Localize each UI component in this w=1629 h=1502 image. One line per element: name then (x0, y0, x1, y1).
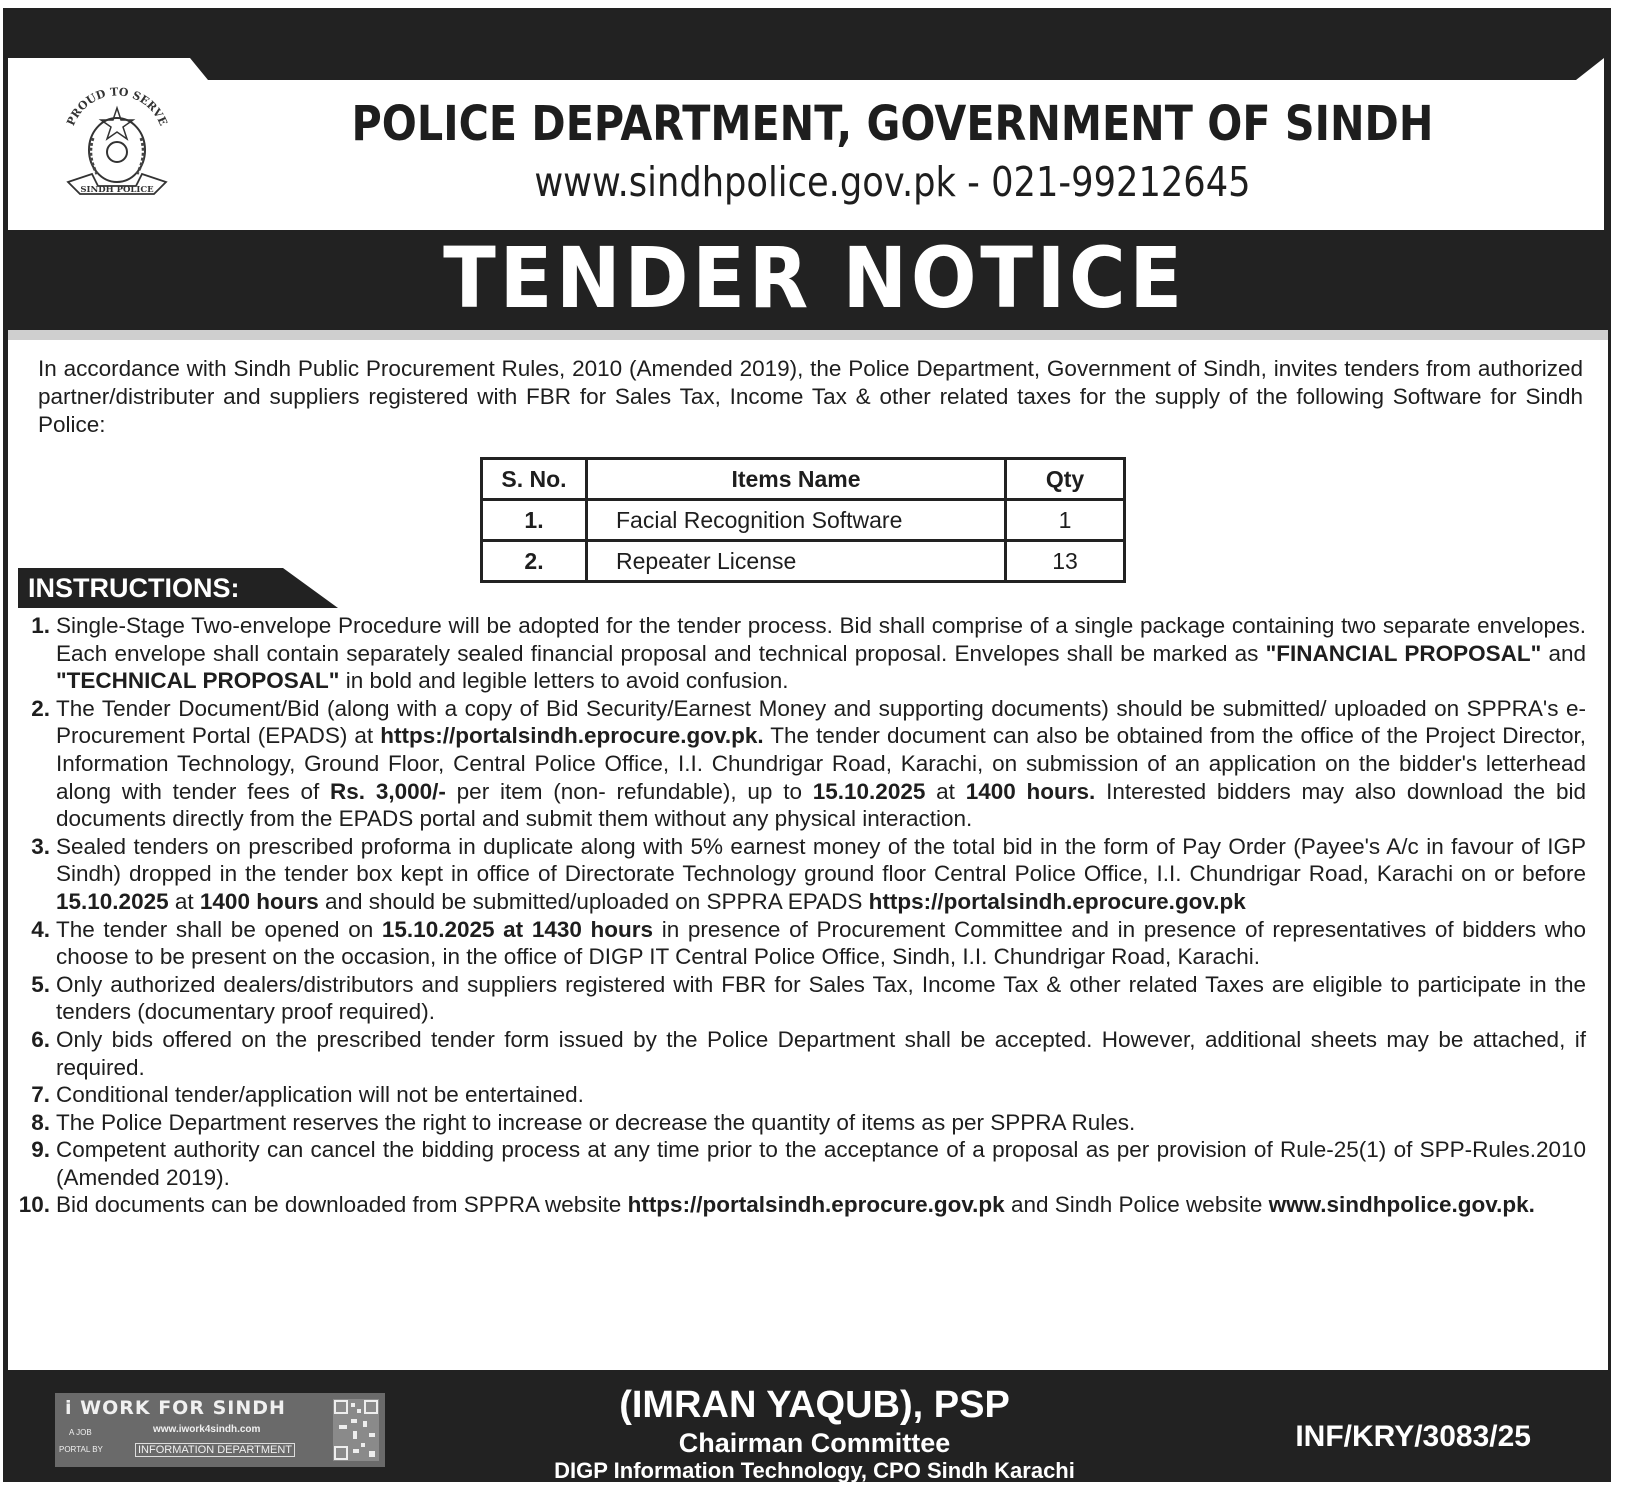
instruction-emphasis: 15.10.2025 (812, 778, 926, 804)
instruction-emphasis: Rs. 3,000/- (330, 778, 446, 804)
instruction-item (14, 1081, 1586, 1109)
instruction-text: The tender document can also be obtained from the office of the Project Director, Information Technology, Ground Floor, Central Police Office, I.I. Chundrigar Road, Karachi, on submission of an application on the bidder's letterhead along with tender fees of (56, 723, 1586, 804)
instruction-text: The tender shall be opened on (56, 916, 382, 942)
instruction-item (14, 612, 1586, 695)
signatory-office: DIGP Information Technology, CPO Sindh Karachi (554, 1458, 1075, 1482)
instruction-number: 7. (31, 1082, 50, 1108)
cell-qty: 13 (1006, 541, 1125, 582)
cell-item-name: Repeater License (587, 541, 1006, 582)
instruction-number: 4. (31, 916, 50, 942)
instruction-number: 1. (31, 613, 50, 638)
instruction-emphasis: "TECHNICAL PROPOSAL" (56, 668, 340, 694)
instruction-number: 6. (31, 1026, 50, 1052)
items-table (480, 457, 1126, 583)
instruction-emphasis: 15.10.2025 (56, 888, 169, 914)
cell-sno: 2. (482, 541, 587, 582)
table-row (482, 541, 1125, 582)
column-header-sno: S. No. (482, 459, 587, 500)
instruction-item (14, 916, 1586, 971)
cell-qty: 1 (1006, 500, 1125, 541)
instruction-text: Bid documents can be downloaded from SPPRA website (56, 1192, 628, 1218)
column-header-qty: Qty (1006, 459, 1125, 500)
table-header-row (482, 459, 1125, 500)
divider-strip (8, 330, 1608, 340)
instruction-emphasis: 1400 hours. (965, 778, 1096, 804)
instruction-text: Competent authority can cancel the bidding process at any time prior to the acceptance of a proposal as per provision of Rule-25(1) of SPP-Rules.2010 (Amended 2019). (56, 1137, 1586, 1190)
organization-name: POLICE DEPARTMENT, GOVERNMENT OF SINDH (351, 96, 1434, 152)
instruction-text: Single-Stage Two-envelope Procedure will be adopted for the tender process. Bid shall comprise of a single package containing two separate envelopes. Each envelope shall contain separately sealed financial proposal and technical proposal. Envelopes shall be marked as (56, 613, 1586, 666)
reference-number: INF/KRY/3083/25 (1295, 1420, 1531, 1453)
logo-sub1: A JOB (69, 1428, 92, 1437)
page-title: TENDER NOTICE (443, 229, 1186, 327)
cell-sno: 1. (482, 500, 587, 541)
instructions-list (14, 612, 1586, 1219)
column-header-items-name: Items Name (587, 459, 1006, 500)
cell-item-name: Facial Recognition Software (587, 500, 1006, 541)
instruction-text: in bold and legible letters to avoid confusion. (339, 668, 789, 694)
instruction-text: in presence of Procurement Committee and in presence of representatives of bidders who choose to be present on the occasion, in the office of DIGP IT Central Police Office, Sindh, I.I. Chundrigar Road, Karachi. (56, 916, 1586, 970)
instruction-emphasis: https://portalsindh.eprocure.gov.pk (868, 888, 1246, 914)
instruction-text: Interested bidders may also download the bid documents directly from the EPADS portal and submit them without any physical interaction. (56, 778, 1586, 832)
instruction-text: and (1541, 640, 1587, 666)
instruction-emphasis: 1400 hours (199, 888, 319, 914)
instruction-number: 2. (31, 695, 50, 721)
instruction-number: 10. (18, 1192, 50, 1218)
instruction-item (14, 1136, 1586, 1191)
instruction-number: 8. (31, 1109, 50, 1135)
logo-sub2: PORTAL BY (59, 1445, 103, 1454)
intro-paragraph: In accordance with Sindh Public Procurement Rules, 2010 (Amended 2019), the Police Department, Government of Sindh, invites tenders from authorized partner/distributer and suppliers registered with FBR for Sales Tax, Income Tax & other related taxes for the supply of the following Software for Sindh Police: (38, 356, 1583, 437)
organization-contact: www.sindhpolice.gov.pk - 021-99212645 (534, 158, 1251, 206)
instruction-text: The Police Department reserves the right to increase or decrease the quantity of items as per SPPRA Rules. (56, 1109, 1136, 1135)
instruction-emphasis: https://portalsindh.eprocure.gov.pk. (380, 723, 764, 749)
seal-name: SINDH POLICE (80, 185, 154, 195)
instruction-number: 5. (31, 971, 50, 997)
instruction-item (14, 1109, 1586, 1137)
instruction-text: at (168, 888, 200, 914)
logo-title: i WORK FOR SINDH (65, 1397, 286, 1419)
logo-url: www.iwork4sindh.com (153, 1424, 261, 1435)
signatory-name: (IMRAN YAQUB), PSP (619, 1384, 1010, 1426)
instruction-emphasis: "FINANCIAL PROPOSAL" (1265, 640, 1542, 666)
signatory-role: Chairman Committee (678, 1428, 951, 1458)
instruction-text: Sealed tenders on prescribed proforma in duplicate along with 5% earnest money of the total bid in the form of Pay Order (Payee's A/c in favour of IGP Sindh) dropped in the tender box kept in office of Directorate Technology ground floor Central Police Office, I.I. Chundrigar Road, Karachi on or before (56, 833, 1586, 887)
instruction-text: Only authorized dealers/distributors and suppliers registered with FBR for Sales Tax, Income Tax & other related Taxes are eligible to participate in the tenders (documentary proof required). (56, 971, 1586, 1025)
instruction-item (14, 1026, 1586, 1081)
instruction-number: 9. (31, 1137, 50, 1163)
instruction-emphasis: 15.10.2025 at 1430 hours (381, 916, 654, 942)
instruction-text: and should be submitted/uploaded on SPPRA EPADS (318, 888, 869, 914)
instruction-text: at (925, 778, 966, 804)
instruction-number: 3. (31, 833, 50, 859)
instruction-text: and Sindh Police website (1004, 1192, 1269, 1218)
seal-motto: PROUD TO SERVE (64, 85, 170, 128)
instruction-text: Conditional tender/application will not be entertained. (56, 1082, 584, 1108)
instruction-text: The Tender Document/Bid (along with a copy of Bid Security/Earnest Money and supporting documents) should be submitted/ uploaded on SPPRA's e-Procurement Portal (EPADS) at (56, 695, 1586, 749)
instruction-emphasis: www.sindhpolice.gov.pk. (1268, 1192, 1535, 1218)
instruction-text: Only bids offered on the prescribed tender form issued by the Police Department shall be accepted. However, additional sheets may be attached, if required. (56, 1026, 1586, 1080)
logo-dept: INFORMATION DEPARTMENT (135, 1443, 295, 1457)
table-row (482, 500, 1125, 541)
instructions-heading: INSTRUCTIONS: (28, 573, 240, 603)
instruction-text: per item (non- refundable), up to (445, 778, 813, 804)
instruction-item (14, 1191, 1586, 1219)
instruction-item (14, 971, 1586, 1026)
instruction-item (14, 695, 1586, 833)
instruction-item (14, 833, 1586, 916)
instruction-emphasis: https://portalsindh.eprocure.gov.pk (627, 1192, 1005, 1218)
